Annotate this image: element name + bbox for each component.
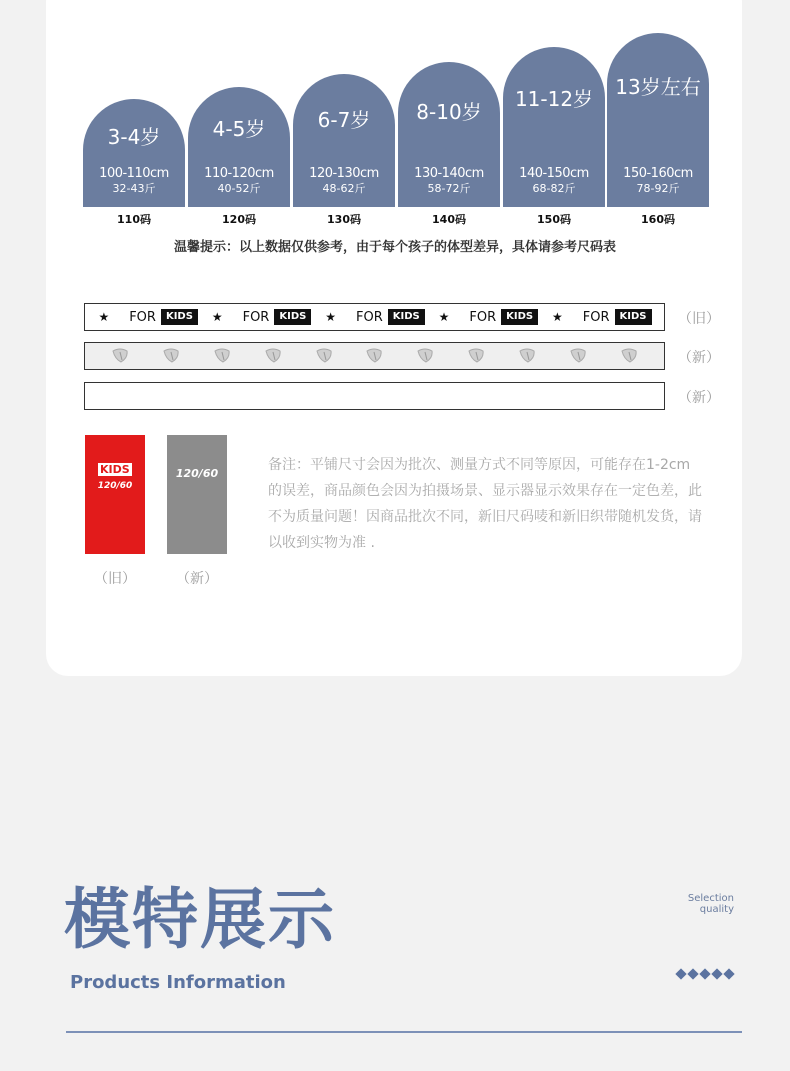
height-range: 120-130cm	[309, 166, 379, 181]
height-range: 140-150cm	[519, 166, 589, 181]
age-label: 3-4岁	[107, 125, 161, 149]
age-label: 6-7岁	[317, 108, 371, 132]
size-column	[503, 23, 605, 230]
diamond-icon	[723, 968, 734, 979]
weight-range: 58-72斤	[427, 182, 471, 195]
selection-quality	[688, 893, 734, 915]
new-size-text: 120/60	[175, 467, 219, 480]
size-arch	[607, 33, 709, 207]
kids-badge: KIDS	[162, 310, 197, 324]
remark-note: 备注：平铺尺寸会因为批次、测量方式不同等原因，可能存在1-2cm 的误差，商品颜色会因为拍摄场景、显示器显示效果存在一定色差，此不为质量问题！因商品批次不同，新旧尺码唛和新旧织带随机发货，请以收到实物为准 .	[268, 457, 702, 551]
for-text: FOR	[469, 309, 497, 325]
heart-icon	[365, 348, 383, 364]
ribbon-new-label: （新）	[678, 390, 720, 406]
section-title: 模特展示	[64, 881, 336, 958]
weight-range: 48-62斤	[322, 182, 366, 195]
size-arch	[503, 47, 605, 207]
age-label: 13岁左右	[615, 75, 701, 99]
selection-line2: quality	[699, 904, 734, 915]
size-column	[398, 23, 500, 230]
new-size-label	[167, 435, 227, 554]
ribbon-unit	[325, 310, 424, 325]
star-icon: ★	[211, 310, 223, 324]
section-subtitle: Products Information	[70, 972, 286, 993]
heart-icon	[111, 348, 129, 364]
old-label-caption: （旧）	[94, 571, 136, 587]
height-range: 150-160cm	[623, 166, 693, 181]
size-code: 130码	[327, 213, 361, 226]
old-size-text: 120/60	[97, 481, 133, 491]
for-text: FOR	[129, 309, 156, 325]
heart-icon	[416, 348, 434, 364]
heart-icon	[315, 348, 333, 364]
for-text: FOR	[582, 309, 610, 325]
diamond-decoration	[676, 970, 734, 978]
size-code: 160码	[641, 213, 675, 226]
size-column	[607, 23, 709, 230]
height-range: 110-120cm	[204, 166, 274, 181]
size-tip: 温馨提示：以上数据仅供参考，由于每个孩子的体型差异，具体请参考尺码表	[173, 240, 616, 255]
weight-range: 32-43斤	[112, 182, 156, 195]
size-code: 140码	[432, 213, 466, 226]
heart-icon	[213, 348, 231, 364]
star-icon: ★	[325, 310, 336, 324]
size-code: 120码	[222, 213, 256, 226]
weight-range: 78-92斤	[636, 182, 680, 195]
height-range: 130-140cm	[414, 166, 484, 181]
star-icon: ★	[552, 310, 563, 324]
heart-icon	[518, 348, 536, 364]
heart-icon	[264, 348, 282, 364]
size-column	[188, 23, 290, 230]
kids-logo: KIDS	[100, 463, 130, 476]
old-ribbon	[84, 303, 665, 331]
selection-line1: Selection	[687, 893, 734, 904]
kids-badge: KIDS	[275, 310, 310, 324]
ribbon-unit	[212, 310, 311, 325]
divider	[66, 1031, 742, 1033]
ribbon-new-label: （新）	[678, 350, 720, 366]
ribbon-unit	[552, 310, 651, 325]
size-column	[293, 23, 395, 230]
height-range: 100-110cm	[99, 166, 169, 181]
new-label-caption: （新）	[176, 571, 218, 587]
weight-range: 40-52斤	[217, 182, 261, 195]
diamond-icon	[675, 968, 686, 979]
age-label: 8-10岁	[416, 100, 482, 124]
star-icon: ★	[438, 310, 450, 324]
size-arch	[398, 62, 500, 207]
star-icon: ★	[98, 310, 110, 324]
old-size-label	[85, 435, 145, 554]
new-ribbon-pattern	[84, 342, 665, 370]
ribbon-unit	[98, 310, 197, 325]
kids-badge: KIDS	[616, 310, 651, 324]
size-arch	[188, 87, 290, 207]
size-column	[83, 23, 185, 230]
ribbon-unit	[439, 310, 538, 325]
kids-badge: KIDS	[389, 310, 424, 324]
heart-icon	[569, 348, 587, 364]
kids-badge: KIDS	[502, 310, 537, 324]
new-ribbon-plain	[84, 382, 665, 410]
for-text: FOR	[355, 309, 383, 325]
size-code: 150码	[537, 213, 571, 226]
heart-icon	[467, 348, 485, 364]
ribbon-old-label: （旧）	[678, 311, 720, 327]
diamond-icon	[711, 968, 722, 979]
size-code: 110码	[117, 213, 151, 226]
for-text: FOR	[242, 309, 270, 325]
age-label: 11-12岁	[514, 87, 594, 111]
heart-icon	[620, 348, 638, 364]
size-arch	[293, 74, 395, 207]
age-label: 4-5岁	[212, 117, 266, 141]
diamond-icon	[699, 968, 710, 979]
weight-range: 68-82斤	[532, 182, 576, 195]
size-arch	[83, 99, 185, 207]
diamond-icon	[687, 968, 698, 979]
heart-icon	[162, 348, 180, 364]
size-chart	[83, 0, 709, 230]
